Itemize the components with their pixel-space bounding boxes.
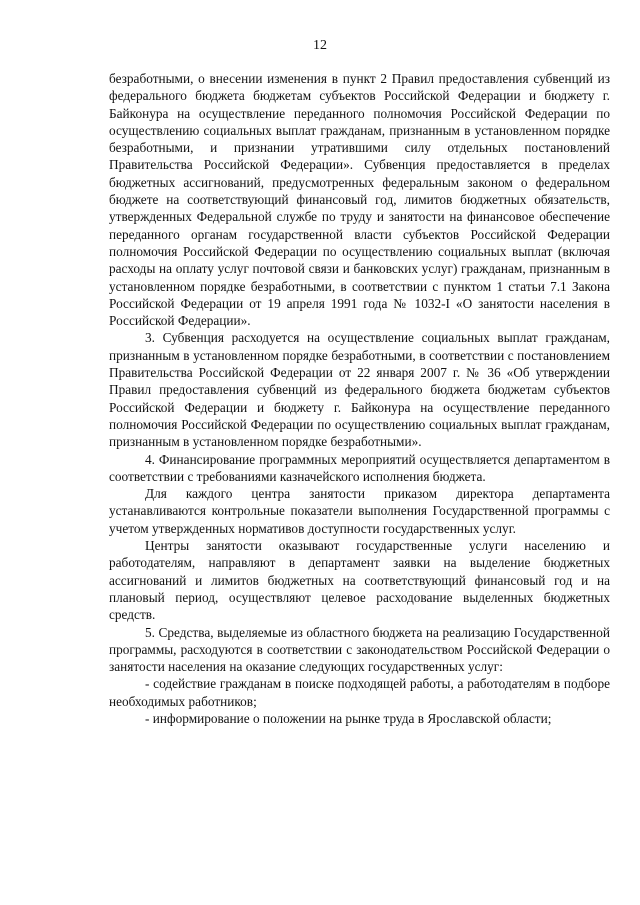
paragraph-4: Для каждого центра занятости приказом директора департамента устанавливаются контрольные показатели выполнения Государственной программы с учетом утвержденных нормативов доступности государственных услуг.	[109, 486, 610, 536]
list-item-job-search: - содействие гражданам в поиске подходящей работы, а работодателям в подборе необходимых работников;	[109, 676, 610, 709]
paragraph-3: 4. Финансирование программных мероприятий осуществляется департаментом в соответствии с требованиями казначейского исполнения бюджета.	[109, 451, 610, 484]
list-item-labor-market-info: - информирование о положении на рынке труда в Ярославской области;	[145, 710, 552, 726]
paragraph-2: 3. Субвенция расходуется на осуществление социальных выплат гражданам, признанным в установленном порядке безработными, в соответствии с постановлением Правительства Российской Федерации от 22 января 2007 г. № 36 «Об утверждении Правил предоставления субвенций из федерального бюджета бюджетам субъектов Российской Федерации и бюджету г. Байконура на осуществление переданного полномочия Российской Федерации по осуществлению социальных выплат гражданам, признанным в установленном порядке безработными».	[109, 330, 610, 450]
document-body	[109, 70, 610, 727]
paragraph-6: 5. Средства, выделяемые из областного бюджета на реализацию Государственной программы, расходуются в соответствии с законодательством Российской Федерации о занятости населения на оказание следующих государственных услуг:	[109, 624, 610, 675]
paragraph-1: безработными, о внесении изменения в пункт 2 Правил предоставления субвенций из федерального бюджета бюджетам субъектов Российской Федерации и бюджету г. Байконура на осуществление переданного полномочия Российской Федерации по осуществлению социальных выплат гражданам, признанным в установленном порядке безработными, и признании утратившими силу отдельных постановлений Правительства Российской Федерации». Субвенция предоставляется в пределах бюджетных ассигнований, предусмотренных федеральным законом о федеральном бюджете на соответствующий финансовый год, лимитов бюджетных обязательств, утвержденных Федеральной службе по труду и занятости на финансовое обеспечение переданного органам государственной власти субъектов Российской Федерации полномочия Российской Федерации по осуществлению социальных выплат (включая расходы на оплату услуг почтовой связи и банковских услуг) гражданам, признанным в установленном порядке безработными, в соответствии с пунктом 1 статьи 7.1 Закона Российской Федерации от 19 апреля 1991 года № 1032-I «О занятости населения в Российской Федерации».	[109, 71, 610, 329]
paragraph-5: Центры занятости оказывают государственные услуги населению и работодателям, направляют в департамент заявки на выделение бюджетных ассигнований и лимитов бюджетных на соответствующий финансовый год и на плановый период, осуществляют целевое расходование выделенных бюджетных средств.	[109, 538, 610, 623]
page-number: 12	[313, 38, 327, 53]
